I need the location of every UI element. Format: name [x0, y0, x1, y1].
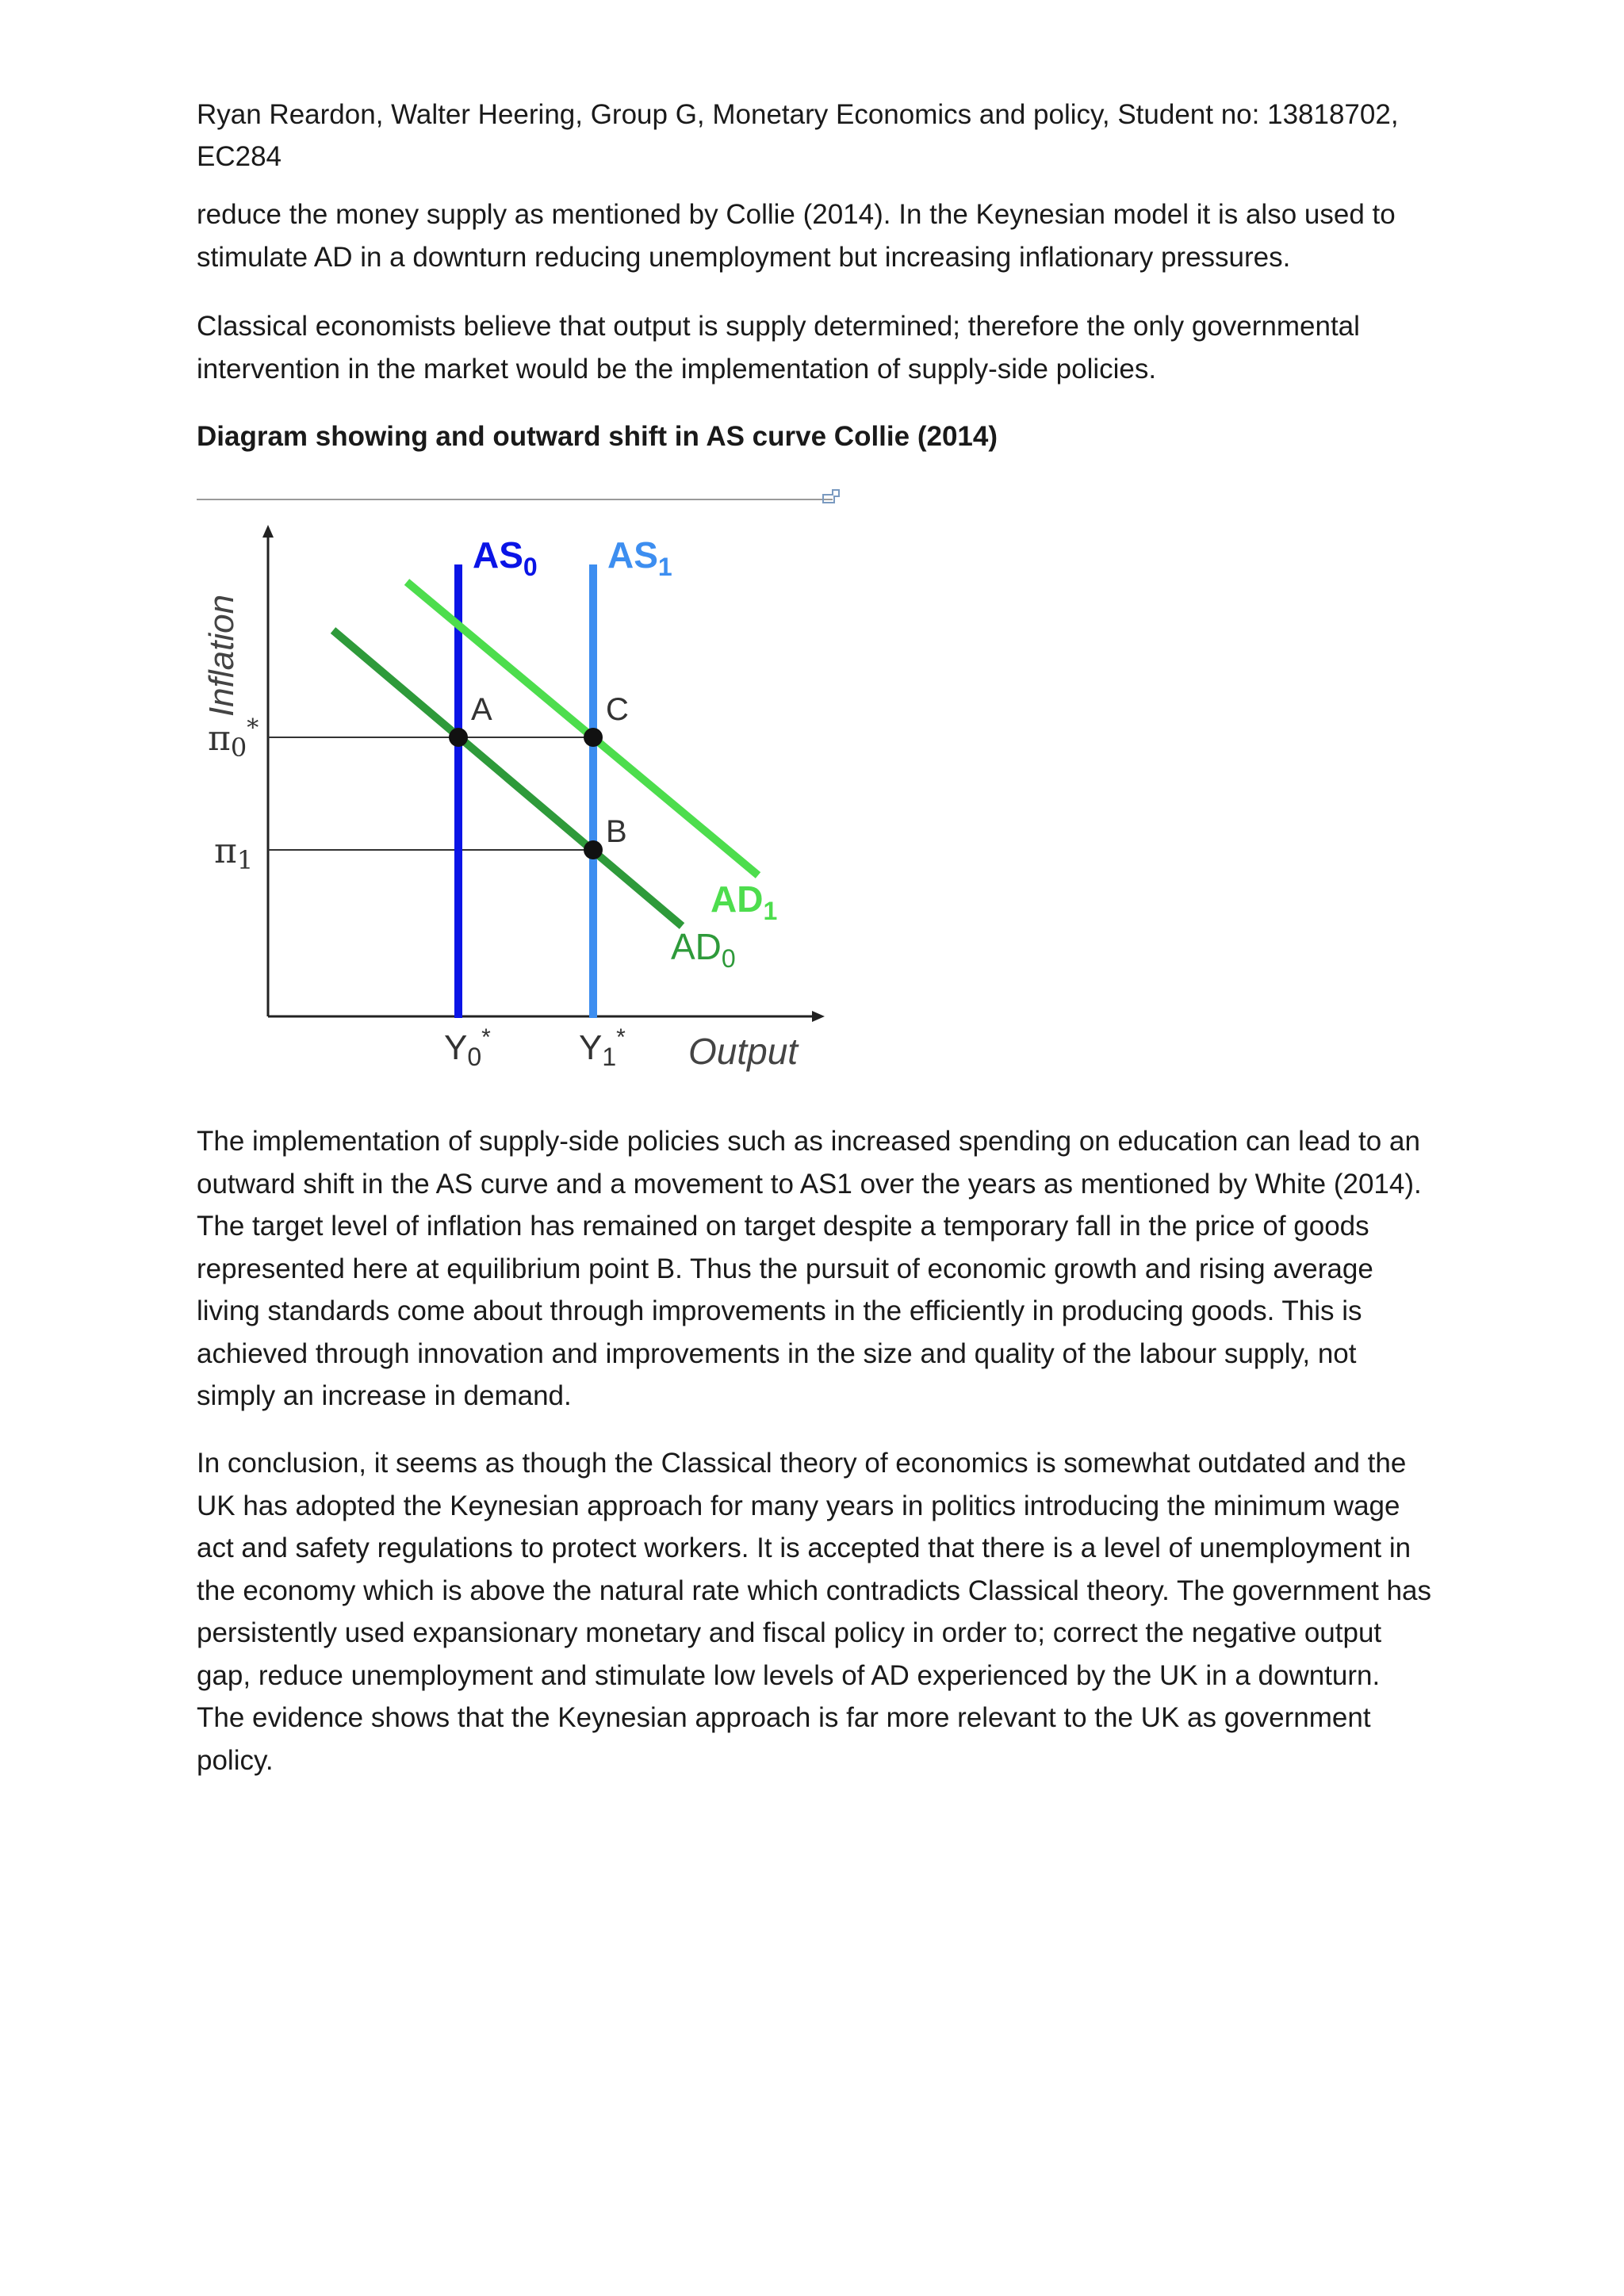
figure-caption: Diagram showing and outward shift in AS curve Collie (2014) — [197, 421, 998, 452]
paragraph-2 — [197, 305, 1442, 390]
text-line: the economy which is above the natural rate which contradicts Classical theory. The government has — [197, 1575, 1432, 1606]
header-line-2: EC284 — [197, 141, 282, 172]
x-axis-label: Output — [688, 1031, 799, 1072]
point-a-label: A — [471, 692, 492, 727]
text-line: simply an increase in demand. — [197, 1380, 572, 1411]
text-line: intervention in the market would be the implementation of supply-side policies. — [197, 353, 1157, 385]
point-b-label: B — [606, 814, 627, 849]
pi1-label: π1 — [214, 831, 254, 875]
pi0-label: π0* — [208, 714, 259, 763]
text-line: represented here at equilibrium point B. Thus the pursuit of economic growth and rising average — [197, 1253, 1373, 1284]
text-line: act and safety regulations to protect workers. It is accepted that there is a level of unemployment in — [197, 1533, 1411, 1563]
text-line: persistently used expansionary monetary and fiscal policy in order to; correct the negative output — [197, 1617, 1382, 1648]
text-line: Classical economists believe that output is supply determined; therefore the only governmental — [197, 311, 1360, 342]
resize-handle-icon — [823, 490, 839, 503]
text-line: gap, reduce unemployment and stimulate low levels of AD experienced by the UK in a downturn. — [197, 1659, 1381, 1691]
text-line: achieved through innovation and improvements in the size and quality of the labour supply, not — [197, 1337, 1357, 1369]
point-b-marker — [584, 840, 603, 859]
diagram-svg — [197, 485, 863, 1088]
text-line: The implementation of supply-side policies such as increased spending on education can lead to an — [197, 1126, 1420, 1157]
x-axis-arrow — [812, 1011, 825, 1022]
as0-label: $AS_0$ — [473, 534, 538, 581]
ad0-curve — [333, 630, 682, 926]
text-line: outward shift in the AS curve and a movement to AS1 over the years as mentioned by White (2014). — [197, 1168, 1422, 1200]
ad1-label: $AD_1$ — [710, 878, 778, 925]
ad0-label: $AD_0$ — [671, 926, 736, 973]
y0-label: Y0* — [444, 1024, 491, 1071]
text-line: The target level of inflation has remained on target despite a temporary fall in the price of goods — [197, 1211, 1369, 1242]
text-line: policy. — [197, 1744, 274, 1776]
as-ad-diagram — [197, 485, 863, 1088]
paragraph-1 — [197, 193, 1442, 278]
y-axis-label: Inflation — [202, 594, 241, 718]
y-axis-arrow — [262, 525, 274, 538]
paragraph-3 — [197, 1120, 1442, 1418]
as1-label: $AS_1$ — [607, 534, 672, 581]
point-c-marker — [584, 728, 603, 747]
text-line: reduce the money supply as mentioned by Collie (2014). In the Keynesian model it is also used to — [197, 199, 1396, 230]
text-line: stimulate AD in a downturn reducing unemployment but increasing inflationary pressures. — [197, 241, 1291, 273]
text-line: UK has adopted the Keynesian approach for many years in politics introducing the minimum wage — [197, 1490, 1400, 1521]
text-line: In conclusion, it seems as though the Classical theory of economics is somewhat outdated and the — [197, 1448, 1407, 1479]
page-header — [197, 94, 1434, 178]
y1-label: Y1* — [579, 1024, 626, 1071]
text-line: The evidence shows that the Keynesian approach is far more relevant to the UK as government — [197, 1702, 1371, 1733]
point-c-label: C — [606, 692, 629, 727]
text-line: living standards come about through improvements in the efficiently in producing goods. This is — [197, 1295, 1362, 1326]
paragraph-4 — [197, 1442, 1442, 1781]
point-a-marker — [449, 728, 468, 747]
header-line-1: Ryan Reardon, Walter Heering, Group G, Monetary Economics and policy, Student no: 13818702, — [197, 99, 1399, 130]
